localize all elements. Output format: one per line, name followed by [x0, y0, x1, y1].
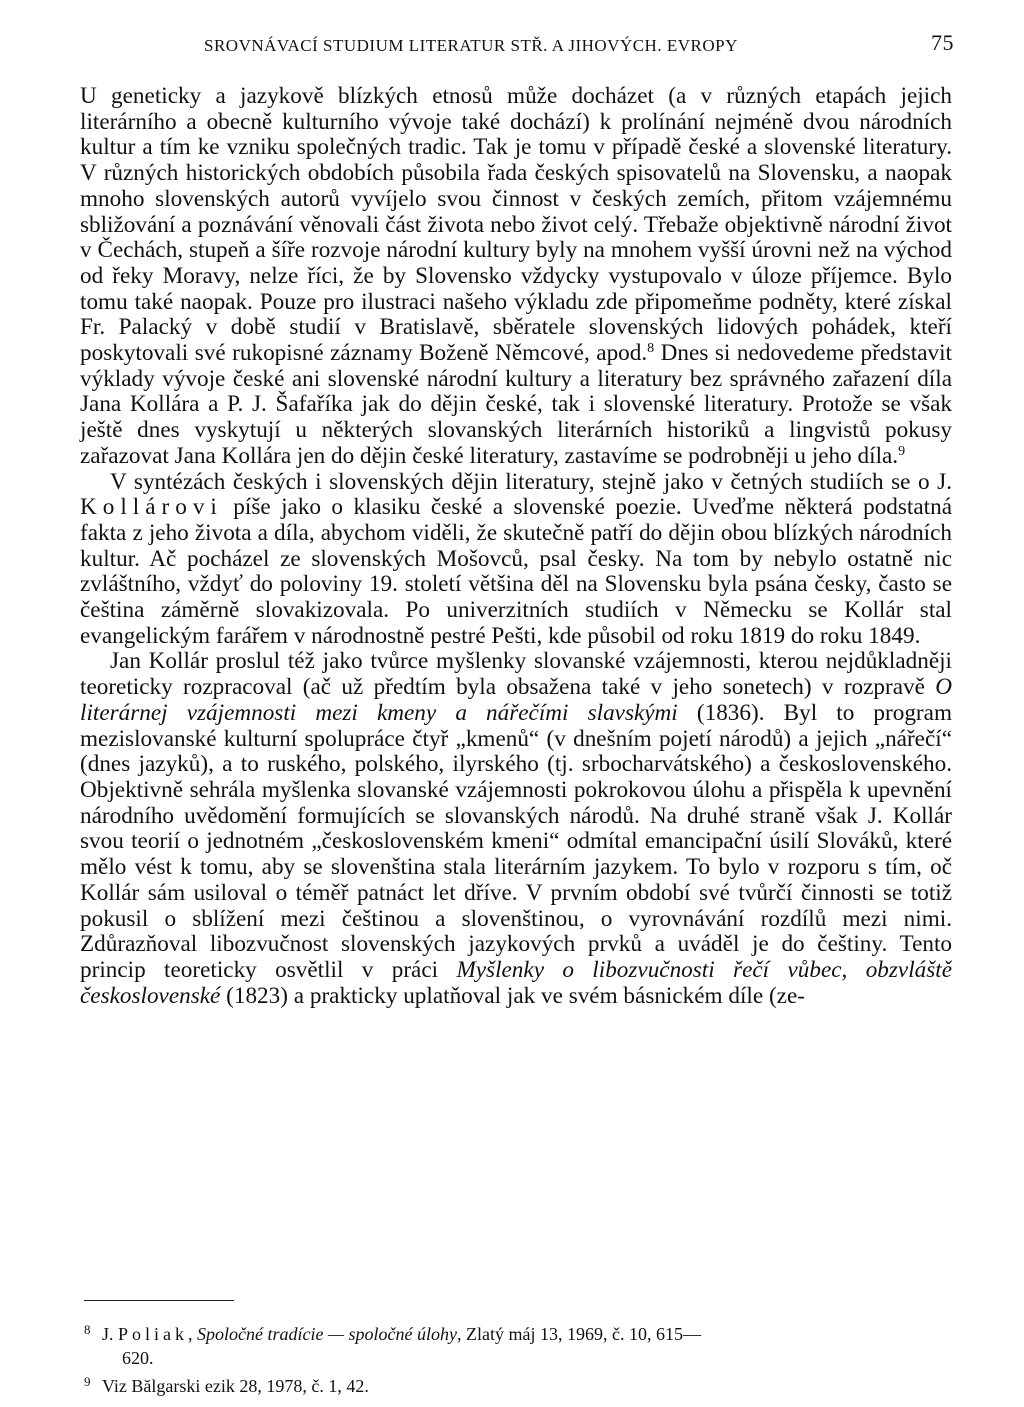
footnote-text: Viz Bălgarski ezik 28, 1978, č. 1, 42. — [102, 1376, 369, 1396]
paragraph-1-text-b: Dnes si nedovedeme představit výklady vývoje české ani slovenské národní kultury a literatury bez správného zařazení díla Jana Kollára a P. J. Šafaříka jak do dějin české, tak i slovenské literatury. Protože se však ještě dnes vyskytují u některých slovanských literárních historiků a lingvistů pokusy zařazovat Jana Kollára jen do dějin české literatury, zastavíme se podrobněji u jeho díla. — [80, 340, 952, 469]
footnote-mark: 8 — [84, 1322, 91, 1337]
footnote-sep: , — [188, 1324, 198, 1344]
footnote-title: Spoločné tradície — spoločné úlohy — [197, 1324, 457, 1344]
footnote-rest: , Zlatý máj 13, 1969, č. 10, 615— — [456, 1324, 701, 1344]
footnote-9 — [84, 1370, 954, 1398]
running-title: SROVNÁVACÍ STUDIUM LITERATUR STŘ. A JIHOVÝCH. EVROPY — [204, 36, 738, 55]
paragraph-2 — [80, 470, 952, 650]
footnote-ref-8[interactable]: 8 — [647, 341, 655, 357]
footnotes — [84, 1318, 954, 1398]
paragraph-2-text-b: píše jako o klasiku české a slovenské poezie. Uveďme některá podstatná fakta z jeho života a díla, abychom viděli, že skutečně patří do dějin obou blízkých národních kultur. Ač pocházel ze slovenských Mošovců, psal česky. Na tom by nebylo ostatně nic zvláštního, vždyť do poloviny 19. století většina děl na Slovensku byla psána česky, často se čeština záměrně slovakizovala. Po univerzitních studiích v Německu se Kollár stal evangelickým farářem v národnostně pestré Pešti, kde působil od roku 1819 do roku 1849. — [80, 494, 952, 649]
paragraph-1 — [80, 84, 952, 470]
paragraph-3-text-b: (1836). Byl to program mezislovanské kulturní spolupráce čtyř „kmenů“ (v dnešním pojetí národů) a jejich „nářečí“ (dnes jazyků), a to ruského, polského, ilyrského (tj. srbocharvátského) a československého. Objektivně sehrála myšlenka slovanské vzájemnosti pokrokovou úlohu a přispěla k upevnění národního uvědomění formujících se slovanských národů. Na druhé straně však J. Kollár svou teorií o jednotném „československém kmeni“ odmítal emancipační úsilí Slováků, které mělo vést k tomu, aby se slovenština stala literárním jazykem. To bylo v rozporu s tím, oč Kollár sám usiloval o téměř patnáct let dříve. V prvním období své tvůrčí činnosti se totiž pokusil o sblížení mezi češtinou a slovenštinou, o vyrovnávání rozdílů mezi nimi. Zdůrazňoval libozvučnost slovenských jazykových prvků a uváděl je do češtiny. Tento princip teoreticky osvětlil v práci — [80, 699, 952, 983]
paragraph-3-text-a: Jan Kollár proslul též jako tvůrce myšlenky slovanské vzájemnosti, kterou nejdůkladněji teoreticky rozpracoval (ač už předtím byla obsažena také v jeho sonetech) v rozpravě — [80, 648, 952, 701]
paragraph-3-text-c: (1823) a prakticky uplatňoval jak ve svém básnickém díle (ze- — [220, 982, 805, 1009]
paragraph-1-text-a: U geneticky a jazykově blízkých etnosů může docházet (a v různých etapách jejich literárního a obecně kulturního vývoje také dochází) k prolínání nejméně dvou národních kultur a tím ke vzniku společných tradic. Tak je tomu v případě české a slovenské literatury. V různých historických obdobích působila řada českých spisovatelů na Slovensku, a naopak mnoho slovenských autorů vyvíjelo svou činnost v českých zemích, přitom vzájemnému sbližování a poznávání věnovali část života nebo život celý. Třebaže objektivně národní život v Čechách, stupeň a šíře rozvoje národní kultury byly na mnohem vyšší úrovni než na východ od řeky Moravy, nelze říci, že by Slovensko vždycky vystupovalo v úloze příjemce. Bylo tomu také naopak. Pouze pro ilustraci našeho výkladu zde připomeňme podněty, které získal Fr. Palacký v době studií v Bratislavě, sběratele slovenských lidových pohádek, kteří poskytovali své rukopisné záznamy Boženě Němcové, apod. — [80, 83, 952, 367]
paragraph-3 — [80, 649, 952, 1009]
footnote-mark: 9 — [84, 1374, 91, 1389]
page-number: 75 — [931, 30, 954, 55]
footnote-ref-9[interactable]: 9 — [898, 443, 906, 459]
emphasized-name: Kollárovi — [80, 494, 223, 521]
footnote-author: Poliak — [118, 1324, 189, 1344]
paragraph-2-text-a: V syntézách českých i slovenských dějin literatury, stejně jako v četných studiích se o J. — [110, 468, 952, 495]
work-title-2: Myšlenky o libozvučnosti řečí vůbec, obzvláště československé — [80, 956, 952, 1009]
footnote-8 — [84, 1318, 954, 1370]
footnote-divider — [84, 1300, 234, 1301]
footnote-continuation: 620. — [122, 1348, 154, 1368]
work-title-1: O literárnej vzájemnosti mezi kmeny a nářečími slavskými — [80, 674, 952, 726]
footnote-author-prefix: J. — [102, 1324, 119, 1344]
body-text — [80, 84, 952, 1009]
